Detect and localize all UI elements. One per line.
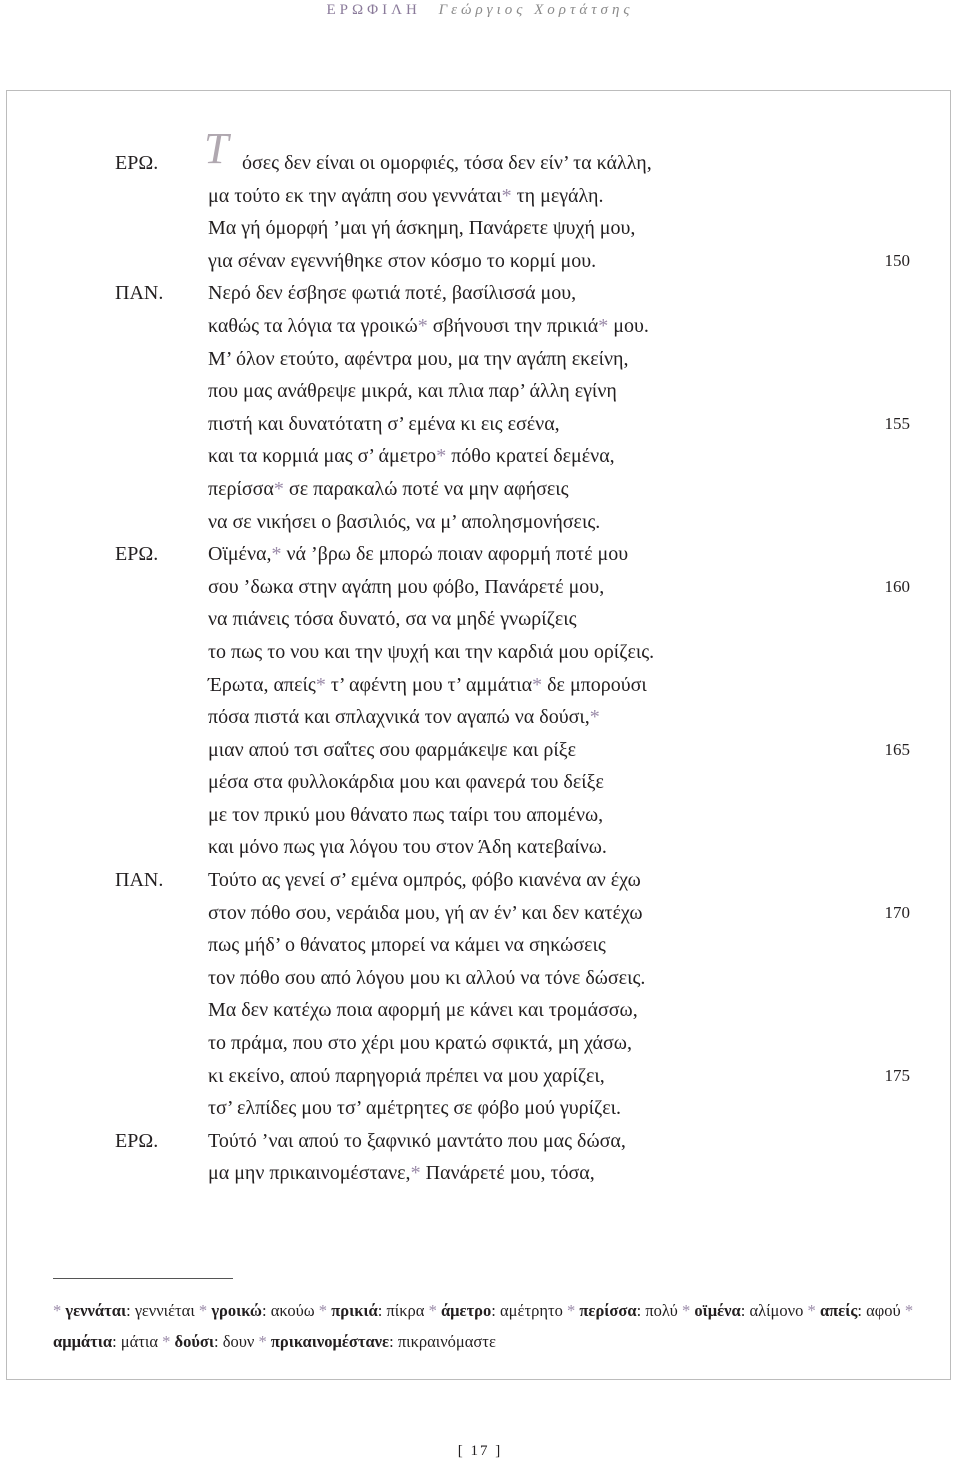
asterisk-icon: * [273, 477, 284, 500]
speaker-label: ΕΡΩ. [115, 1129, 159, 1152]
verse-text [208, 180, 604, 213]
verse-text-content: Έρωτα, απείς* τ’ αφέντη μου τ’ αμμάτια* δε μπορούσι [208, 673, 647, 696]
verse-line [0, 245, 960, 278]
footnote-gloss: πικραινόμαστε [397, 1332, 496, 1351]
footnote-term: γροικώ [211, 1301, 262, 1320]
verse-text [208, 1157, 595, 1190]
asterisk-icon: * [904, 1301, 914, 1320]
verse-text-content: Μ’ όλον ετούτο, αφέντρα μου, μα την αγάπη εκείνη, [208, 347, 629, 370]
asterisk-icon: * [318, 1301, 332, 1320]
verse-line [0, 831, 960, 864]
asterisk-icon: * [681, 1301, 695, 1320]
asterisk-icon: * [436, 445, 447, 468]
verse-text [208, 669, 647, 702]
verse-line [0, 669, 960, 702]
verse-text [208, 375, 617, 408]
verse-line [0, 1157, 960, 1190]
verse-line [0, 506, 960, 539]
verse-text [208, 831, 607, 864]
verse-text-content: Μα γή όμορφή ’μαι γή άσκημη, Πανάρετε ψυχή μου, [208, 217, 636, 240]
line-number: 150 [884, 250, 910, 270]
verse-text-content: και τα κορμιά μας σ’ άμετρο* πόθο κρατεί δεμένα, [208, 445, 615, 468]
footnote-entry: * πρικιά: πίκρα [318, 1301, 425, 1320]
verse-line [0, 766, 960, 799]
verse-text [208, 1125, 626, 1158]
footnote-gloss: αφού [866, 1301, 901, 1320]
header-title: ΕΡΩΦΙΛΗ [326, 2, 421, 18]
verse-text-content: σου ’δωκα στην αγάπη μου φόβο, Πανάρετέ μου, [208, 575, 605, 598]
footnote-gloss: γεννιέται [134, 1301, 195, 1320]
verse-line [0, 440, 960, 473]
asterisk-icon: * [501, 184, 512, 207]
verse-text [208, 994, 638, 1027]
verse-line [0, 473, 960, 506]
verse-line [0, 1092, 960, 1125]
line-number: 170 [884, 902, 910, 922]
asterisk-icon: * [271, 543, 282, 566]
verse-line [0, 375, 960, 408]
verse-text-content: μιαν απού τσι σαΐτες σου φαρμάκεψε και ρίξε [208, 738, 577, 761]
asterisk-icon: * [532, 673, 543, 696]
verse-text-content: το πράμα, που στο χέρι μου κρατώ σφικτά, μη χάσω, [208, 1032, 632, 1055]
verse-text [208, 864, 641, 897]
verse-line [0, 538, 960, 571]
asterisk-icon: * [807, 1301, 820, 1320]
verse-text [208, 636, 654, 669]
verse-text [208, 506, 600, 539]
asterisk-icon: * [417, 314, 428, 337]
verse-text-content: Τούτο ας γενεί σ’ εμένα ομπρός, φόβο κιανένα αν έχω [208, 869, 641, 892]
verse-line [0, 636, 960, 669]
verse-line [0, 277, 960, 310]
verse-line [0, 408, 960, 441]
verse-text [208, 310, 649, 343]
verse-line [0, 994, 960, 1027]
verse-text [208, 734, 576, 767]
verse-text-content: πιστή και δυνατότατη σ’ εμένα κι εις εσένα, [208, 412, 560, 435]
page-number: [ 17 ] [457, 1443, 503, 1459]
asterisk-icon: * [315, 673, 326, 696]
verse-line [0, 962, 960, 995]
footnote-entry: * αμμάτια: μάτια [53, 1301, 914, 1351]
verse-text [208, 603, 577, 636]
verse-line [0, 571, 960, 604]
footnote-gloss: αλίμονο [749, 1301, 804, 1320]
asterisk-icon: * [428, 1301, 441, 1320]
verse-line [0, 929, 960, 962]
asterisk-icon: * [410, 1162, 421, 1185]
asterisk-icon: * [162, 1332, 175, 1351]
verse-text-content: περίσσα* σε παρακαλώ ποτέ να μην αφήσεις [208, 477, 569, 500]
verse-text-content: με τον πρικύ μου θάνατο πως ταίρι του απομένω, [208, 803, 604, 826]
footnote-term: πρικιά [331, 1301, 378, 1320]
verse-text [208, 929, 606, 962]
verse-text [208, 962, 645, 995]
drop-cap: Τ [204, 124, 229, 173]
verse-line [0, 1027, 960, 1060]
footnotes [53, 1295, 913, 1357]
running-header [0, 2, 960, 19]
verse-text [208, 1060, 605, 1093]
verse-text-content: μέσα στα φυλλοκάρδια μου και φανερά του δείξε [208, 771, 604, 794]
footnote-rule [53, 1278, 233, 1279]
footnote-term: αμμάτια [53, 1332, 113, 1351]
verse-text-content: Νερό δεν έσβησε φωτιά ποτέ, βασίλισσά μου, [208, 282, 577, 305]
verse-line [0, 1125, 960, 1158]
footnote-term: δούσι [174, 1332, 214, 1351]
verse-text-content: το πως το νου και την ψυχή και την καρδιά μου ορίζεις. [208, 640, 655, 663]
footnote-term: γεννάται [65, 1301, 127, 1320]
verse-line [0, 864, 960, 897]
footnote-entry: * απείς: αφού [807, 1301, 901, 1320]
verse-text-content: Μα δεν κατέχω ποια αφορμή με κάνει και τρομάσσω, [208, 999, 638, 1022]
verse-text-content: για σέναν εγεννήθηκε στον κόσμο το κορμί μου. [208, 249, 597, 272]
header-author: Γεώργιος Χορτάτσης [438, 2, 634, 18]
verse-text [208, 440, 615, 473]
footnote-entry: * οϊμένα: αλίμονο [681, 1301, 804, 1320]
verse-text [208, 538, 628, 571]
line-number: 165 [884, 739, 910, 759]
verse-text-content: Τούτό ’ναι απού το ξαφνικό μαντάτο που μας δώσα, [208, 1129, 626, 1152]
asterisk-icon: * [258, 1332, 271, 1351]
footnote-term: περίσσα [579, 1301, 637, 1320]
verse-text [208, 343, 629, 376]
verse-text-content: και μόνο πως για λόγου του στον Άδη κατεβαίνω. [208, 836, 607, 859]
verse-text-content: μα μην πρικαινομέστανε,* Πανάρετέ μου, τόσα, [208, 1162, 595, 1185]
footnote-gloss: πολύ [645, 1301, 678, 1320]
verse-text-content: τσ’ ελπίδες μου τσ’ αμέτρητες σε φόβο μού γυρίζει. [208, 1097, 622, 1120]
asterisk-icon: * [53, 1301, 66, 1320]
footnote-entry: * άμετρο: αμέτρητο [428, 1301, 563, 1320]
asterisk-icon: * [589, 706, 600, 729]
verse-line [0, 701, 960, 734]
footnote-entry: * πρικαινομέστανε: πικραινόμαστε [258, 1332, 496, 1351]
verse-text [208, 473, 569, 506]
verse-line [0, 799, 960, 832]
asterisk-icon: * [598, 314, 609, 337]
verse-line [0, 310, 960, 343]
line-number: 175 [884, 1065, 910, 1085]
verse-line [0, 897, 960, 930]
verse-text-content: στον πόθο σου, νεράιδα μου, γή αν έν’ και δεν κατέχω [208, 901, 643, 924]
speaker-label: ΕΡΩ. [115, 152, 159, 174]
asterisk-icon: * [198, 1301, 212, 1320]
verse-text-content: μα τούτο εκ την αγάπη σου γεννάται* τη μεγάλη. [208, 184, 604, 207]
footnote-gloss: ακούω [270, 1301, 315, 1320]
verse-text [208, 212, 635, 245]
verse-text-content: να πιάνεις τόσα δυνατό, σα να μηδέ γνωρίζεις [208, 608, 577, 631]
verse-line [0, 180, 960, 213]
verse-text [204, 124, 652, 180]
verse-text [208, 1027, 632, 1060]
verse-text-content: να σε νικήσει ο βασιλιός, να μ’ απολησμονήσεις. [208, 510, 601, 533]
verse-text-content: κι εκείνο, απού παρηγοριά πρέπει να μου χαρίζει, [208, 1064, 605, 1087]
line-number: 160 [884, 576, 910, 596]
verse-line [0, 734, 960, 767]
verse-line [0, 124, 960, 180]
verse-text [208, 897, 643, 930]
footnote-term: απείς [819, 1301, 858, 1320]
speaker-label: ΠΑΝ. [115, 869, 164, 892]
verse-text [208, 408, 560, 441]
verse-text [208, 245, 596, 278]
verse-text [208, 1092, 621, 1125]
verse-line [0, 1060, 960, 1093]
verse-block [0, 124, 960, 1190]
footnote-entry: * δούσι: δουν [162, 1332, 255, 1351]
verse-text-content: καθώς τα λόγια τα γροικώ* σβήνουσι την πρικιά* μου. [208, 314, 649, 337]
footnote-gloss: πίκρα [386, 1301, 425, 1320]
footnote-entry: * γροικώ: ακούω [198, 1301, 315, 1320]
verse-line [0, 212, 960, 245]
line-number: 155 [884, 413, 910, 433]
verse-line [0, 343, 960, 376]
verse-text-content: πως μήδ’ ο θάνατος μπορεί να κάμει να σηκώσεις [208, 934, 606, 957]
asterisk-icon: * [566, 1301, 580, 1320]
verse-text [208, 701, 600, 734]
footnote-term: άμετρο [440, 1301, 492, 1320]
verse-text-content: όσες δεν είναι οι ομορφιές, τόσα δεν είν’ τα κάλλη, [242, 152, 652, 174]
footnote-entry: * γεννάται: γεννιέται [53, 1301, 195, 1320]
verse-text-content: πόσα πιστά και σπλαχνικά τον αγαπώ να δούσι,* [208, 706, 600, 729]
footnote-gloss: μάτια [120, 1332, 158, 1351]
footnote-gloss: αμέτρητο [500, 1301, 563, 1320]
verse-text-content: που μας ανάθρεψε μικρά, και πλια παρ’ άλλη εγίνη [208, 380, 617, 403]
speaker-label: ΕΡΩ. [115, 543, 159, 566]
verse-text-content: τον πόθο σου από λόγου μου κι αλλού να τόνε δώσεις. [208, 966, 646, 989]
speaker-label: ΠΑΝ. [115, 282, 164, 305]
verse-text [208, 766, 604, 799]
verse-text [208, 277, 576, 310]
footnote-entry: * περίσσα: πολύ [566, 1301, 678, 1320]
verse-text [208, 571, 604, 604]
verse-line [0, 603, 960, 636]
footnote-term: πρικαινομέστανε [270, 1332, 390, 1351]
verse-text [208, 799, 603, 832]
footnote-term: οϊμένα [694, 1301, 741, 1320]
verse-text-content: Οϊμένα,* νά ’βρω δε μπορώ ποιαν αφορμή ποτέ μου [208, 543, 629, 566]
footnote-gloss: δουν [222, 1332, 255, 1351]
